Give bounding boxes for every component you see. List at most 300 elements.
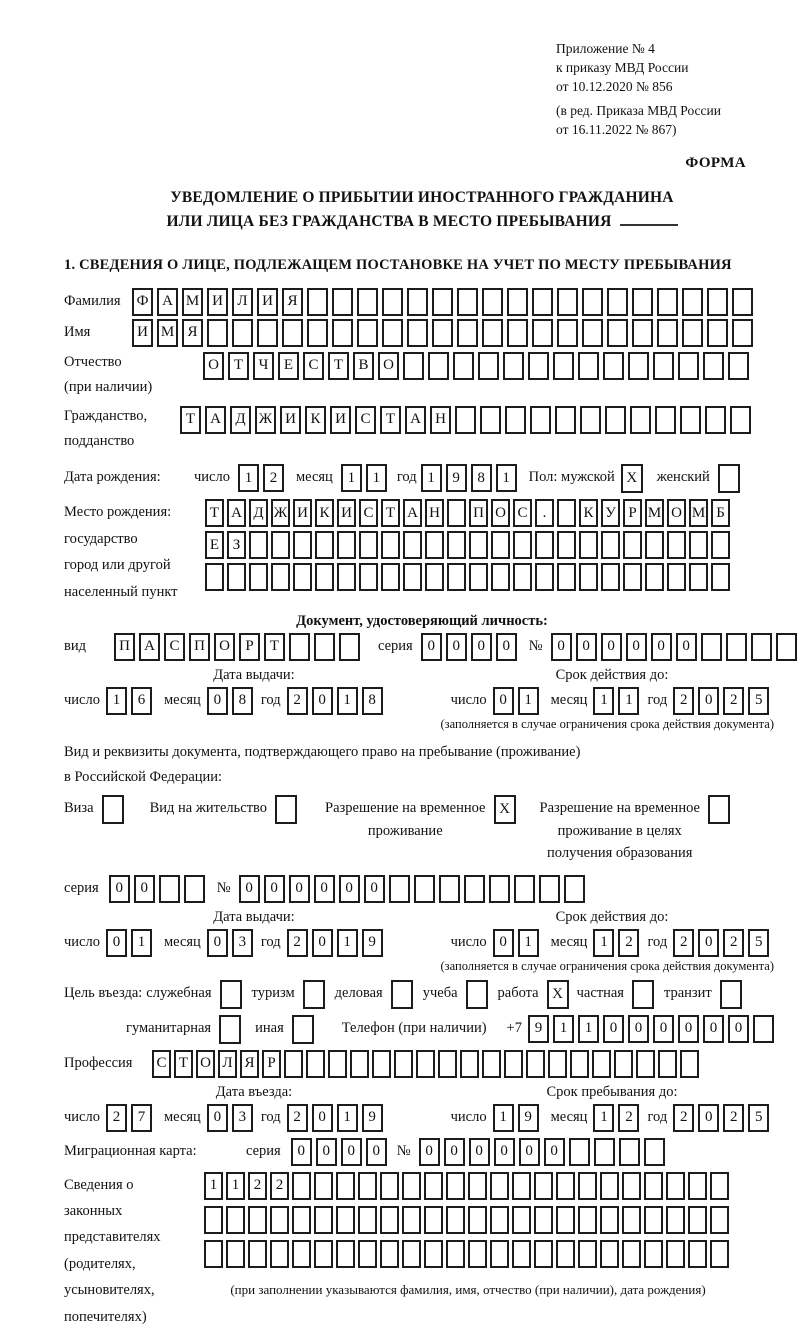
identity-valid-date: число 0 1 месяц 1 1 год 2 0 2 5 — [451, 687, 774, 715]
char-box — [776, 633, 797, 661]
entry-dates-row — [64, 1104, 780, 1132]
patronymic-label: Отчество (при наличии) — [64, 353, 153, 396]
sex-female-label: женский — [656, 469, 710, 486]
char-box — [548, 1050, 567, 1078]
char-box — [582, 319, 603, 347]
char-box: Д — [230, 406, 251, 434]
char-box: 0 — [207, 687, 228, 715]
char-box — [600, 1206, 619, 1234]
char-box — [359, 563, 378, 591]
char-box: 2 — [618, 929, 639, 957]
char-box — [507, 288, 528, 316]
char-box: С — [303, 352, 324, 380]
purpose-private: частная — [577, 980, 658, 1009]
char-box: 6 — [131, 687, 152, 715]
char-box — [505, 406, 526, 434]
residence-valid-date: число 0 1 месяц 1 2 год 2 0 2 5 — [451, 929, 774, 957]
surname-label: Фамилия — [64, 292, 121, 309]
char-box: 3 — [232, 1104, 253, 1132]
char-box — [666, 1206, 685, 1234]
char-box — [332, 288, 353, 316]
char-box: 5 — [748, 1104, 769, 1132]
char-box — [666, 1240, 685, 1268]
char-box: 7 — [131, 1104, 152, 1132]
char-box: 1 — [493, 1104, 514, 1132]
char-box — [707, 319, 728, 347]
birth-day-boxes — [238, 464, 288, 492]
char-box: 9 — [362, 929, 383, 957]
birth-date-label: Дата рождения: — [64, 469, 161, 486]
char-box: 8 — [362, 687, 383, 715]
char-box — [512, 1172, 531, 1200]
char-box — [453, 352, 474, 380]
char-box — [403, 531, 422, 559]
char-box: 0 — [576, 633, 597, 661]
char-box: З — [227, 531, 246, 559]
legal-reps-block — [64, 1172, 780, 1330]
char-box — [257, 319, 278, 347]
option-temp-residence: Разрешение на временное проживание X — [325, 795, 519, 842]
char-box — [705, 406, 726, 434]
char-box: А — [403, 499, 422, 527]
char-box — [357, 288, 378, 316]
char-box: 0 — [496, 633, 517, 661]
char-box: 0 — [364, 875, 385, 903]
char-box — [614, 1050, 633, 1078]
residence-series-row — [64, 875, 780, 903]
char-box — [707, 288, 728, 316]
char-box: 1 — [238, 464, 259, 492]
char-box — [446, 1206, 465, 1234]
char-box: И — [207, 288, 228, 316]
char-box — [447, 563, 466, 591]
char-box — [455, 406, 476, 434]
residence-valid-header: Срок действия до: — [555, 908, 669, 925]
char-box: 0 — [603, 1015, 624, 1043]
char-box: 0 — [264, 875, 285, 903]
char-box — [682, 288, 703, 316]
char-box — [594, 1138, 615, 1166]
char-box — [314, 1172, 333, 1200]
char-box — [644, 1240, 663, 1268]
char-box: 5 — [748, 687, 769, 715]
char-box — [414, 875, 435, 903]
year-label: год — [396, 469, 417, 486]
char-box: 9 — [528, 1015, 549, 1043]
migration-card-row — [64, 1138, 780, 1166]
char-box: 0 — [289, 875, 310, 903]
char-box — [382, 288, 403, 316]
char-box: 2 — [263, 464, 284, 492]
char-box — [689, 563, 708, 591]
series-label: серия — [378, 637, 413, 654]
char-box — [490, 1206, 509, 1234]
char-box: 0 — [446, 633, 467, 661]
char-box: 1 — [518, 687, 539, 715]
char-box: К — [315, 499, 334, 527]
legal-reps-labels: Сведения о законных представителях (родителях, усыновителях, попечителях) — [64, 1176, 161, 1325]
char-box: Л — [218, 1050, 237, 1078]
identity-date-headers — [64, 667, 780, 684]
char-box: 1 — [204, 1172, 223, 1200]
birth-place-row1 — [205, 499, 733, 527]
char-box: 0 — [207, 1104, 228, 1132]
char-box: 1 — [337, 687, 358, 715]
char-box: 0 — [493, 929, 514, 957]
patronymic-row — [64, 350, 780, 401]
char-box: 2 — [673, 687, 694, 715]
char-box — [226, 1206, 245, 1234]
char-box: Т — [174, 1050, 193, 1078]
char-box — [292, 1206, 311, 1234]
citizenship-row — [64, 404, 780, 455]
char-box: С — [359, 499, 378, 527]
residence-issue-header: Дата выдачи: — [213, 908, 295, 925]
char-box: М — [645, 499, 664, 527]
char-box — [446, 1172, 465, 1200]
char-box — [601, 563, 620, 591]
sex-male-label: Пол: мужской — [528, 469, 615, 486]
citizenship-label: Гражданство, подданство — [64, 407, 148, 450]
char-box: 0 — [312, 929, 333, 957]
char-box — [600, 1240, 619, 1268]
char-box: 0 — [493, 687, 514, 715]
char-box — [428, 352, 449, 380]
char-box — [578, 1172, 597, 1200]
purpose-study: учеба — [423, 980, 492, 1009]
char-box — [532, 319, 553, 347]
char-box: Ф — [132, 288, 153, 316]
char-box — [336, 1240, 355, 1268]
migration-number-label: № — [396, 1142, 411, 1159]
migration-number-boxes — [419, 1138, 669, 1166]
char-box — [578, 1240, 597, 1268]
char-box — [688, 1206, 707, 1234]
char-box — [402, 1240, 421, 1268]
char-box — [534, 1206, 553, 1234]
char-box: М — [157, 319, 178, 347]
char-box — [513, 531, 532, 559]
char-box — [607, 319, 628, 347]
char-box — [667, 531, 686, 559]
char-box: Я — [182, 319, 203, 347]
residence-date-headers — [64, 909, 780, 926]
char-box: 2 — [673, 1104, 694, 1132]
char-box — [249, 563, 268, 591]
char-box — [248, 1240, 267, 1268]
residence-note: (заполняется в случае ограничения срока действия документа) — [440, 958, 774, 973]
char-box — [389, 875, 410, 903]
purpose-transit: транзит — [664, 980, 746, 1009]
char-box: П — [189, 633, 210, 661]
char-box: Д — [249, 499, 268, 527]
char-box — [205, 563, 224, 591]
series-boxes — [421, 633, 521, 661]
char-box: И — [337, 499, 356, 527]
char-box: Т — [205, 499, 224, 527]
char-box — [227, 563, 246, 591]
char-box: 0 — [551, 633, 572, 661]
char-box — [680, 1050, 699, 1078]
kind-label: вид — [64, 637, 86, 654]
char-box: X — [494, 795, 516, 824]
char-box: 2 — [270, 1172, 289, 1200]
identity-doc-heading: Документ, удостоверяющий личность: — [296, 612, 548, 629]
char-box — [622, 1172, 641, 1200]
char-box — [534, 1240, 553, 1268]
surname-row — [64, 288, 780, 316]
char-box — [438, 1050, 457, 1078]
annex-block — [556, 40, 780, 139]
residence-number-label: № — [216, 879, 231, 896]
char-box — [556, 1172, 575, 1200]
char-box — [306, 1050, 325, 1078]
char-box — [424, 1240, 443, 1268]
char-box — [688, 1172, 707, 1200]
char-box: 0 — [312, 687, 333, 715]
char-box: 1 — [553, 1015, 574, 1043]
char-box: 0 — [651, 633, 672, 661]
char-box — [380, 1206, 399, 1234]
char-box: . — [535, 499, 554, 527]
issue-date-header: Дата выдачи: — [213, 666, 295, 683]
char-box — [636, 1050, 655, 1078]
char-box — [460, 1050, 479, 1078]
char-box: 0 — [494, 1138, 515, 1166]
purpose-humanitarian: гуманитарная — [126, 1015, 245, 1044]
char-box: Б — [711, 499, 730, 527]
char-box — [601, 531, 620, 559]
char-box — [275, 795, 297, 824]
char-box: X — [621, 464, 643, 493]
char-box: А — [157, 288, 178, 316]
char-box: Т — [328, 352, 349, 380]
char-box — [207, 319, 228, 347]
char-box — [555, 406, 576, 434]
purpose-row2 — [64, 1015, 780, 1044]
char-box — [358, 1172, 377, 1200]
char-box — [425, 563, 444, 591]
char-box: 2 — [618, 1104, 639, 1132]
char-box — [432, 319, 453, 347]
char-box — [753, 1015, 774, 1043]
stay-until-date: число 1 9 месяц 1 2 год 2 0 2 5 — [451, 1104, 774, 1132]
char-box — [708, 795, 730, 824]
char-box — [630, 406, 651, 434]
char-box: 1 — [593, 687, 614, 715]
char-box — [307, 319, 328, 347]
migration-series-boxes — [291, 1138, 391, 1166]
char-box: Р — [239, 633, 260, 661]
char-box — [732, 319, 753, 347]
char-box — [307, 288, 328, 316]
option-temp-residence-education: Разрешение на временное проживание в целях получения образования — [540, 795, 734, 864]
char-box: К — [305, 406, 326, 434]
char-box — [337, 531, 356, 559]
purpose-other: иная — [255, 1015, 318, 1044]
char-box: 0 — [291, 1138, 312, 1166]
char-box — [469, 531, 488, 559]
char-box — [703, 352, 724, 380]
char-box — [293, 563, 312, 591]
purpose-work: работа X — [498, 980, 573, 1009]
char-box — [535, 531, 554, 559]
char-box: 1 — [341, 464, 362, 492]
char-box: Я — [240, 1050, 259, 1078]
char-box — [407, 319, 428, 347]
char-box — [579, 563, 598, 591]
char-box: 0 — [207, 929, 228, 957]
char-box: Е — [205, 531, 224, 559]
legal-reps-row3 — [204, 1240, 732, 1268]
char-box: 9 — [518, 1104, 539, 1132]
char-box: П — [469, 499, 488, 527]
char-box: 0 — [444, 1138, 465, 1166]
char-box: 0 — [676, 633, 697, 661]
char-box: 1 — [131, 929, 152, 957]
patronymic-boxes — [203, 352, 753, 380]
char-box — [710, 1172, 729, 1200]
char-box: 1 — [337, 929, 358, 957]
char-box: 2 — [287, 929, 308, 957]
char-box: 2 — [723, 687, 744, 715]
char-box — [380, 1172, 399, 1200]
char-box — [667, 563, 686, 591]
identity-note: (заполняется в случае ограничения срока действия документа) — [440, 716, 774, 731]
char-box: 0 — [469, 1138, 490, 1166]
char-box — [657, 288, 678, 316]
char-box: 0 — [544, 1138, 565, 1166]
char-box: 2 — [106, 1104, 127, 1132]
char-box — [480, 406, 501, 434]
entry-date: число 2 7 месяц 0 3 год 2 0 1 9 — [64, 1104, 387, 1132]
char-box — [644, 1172, 663, 1200]
char-box — [557, 563, 576, 591]
char-box: И — [330, 406, 351, 434]
forma-label: ФОРМА — [685, 155, 746, 172]
char-box — [645, 563, 664, 591]
char-box — [292, 1172, 311, 1200]
purpose-business: деловая — [335, 980, 417, 1009]
char-box: 0 — [728, 1015, 749, 1043]
birth-place-row2 — [205, 531, 733, 559]
char-box: 0 — [678, 1015, 699, 1043]
char-box — [556, 1206, 575, 1234]
profession-boxes — [152, 1050, 702, 1078]
char-box — [711, 531, 730, 559]
char-box: 1 — [366, 464, 387, 492]
char-box: 0 — [519, 1138, 540, 1166]
residence-dates-row — [64, 929, 780, 957]
char-box — [726, 633, 747, 661]
char-box: 0 — [341, 1138, 362, 1166]
char-box — [730, 406, 751, 434]
form-title-line1: УВЕДОМЛЕНИЕ О ПРИБЫТИИ ИНОСТРАННОГО ГРАЖДАНИНА — [170, 189, 674, 207]
char-box — [490, 1172, 509, 1200]
citizenship-boxes — [180, 406, 755, 434]
char-box — [718, 464, 740, 493]
char-box — [526, 1050, 545, 1078]
char-box — [358, 1206, 377, 1234]
char-box — [249, 531, 268, 559]
char-box — [332, 319, 353, 347]
char-box: И — [257, 288, 278, 316]
char-box — [605, 406, 626, 434]
char-box: 1 — [496, 464, 517, 492]
char-box — [407, 288, 428, 316]
char-box: 1 — [578, 1015, 599, 1043]
identity-dates-row — [64, 687, 780, 715]
char-box: А — [205, 406, 226, 434]
char-box — [564, 875, 585, 903]
char-box — [381, 563, 400, 591]
char-box — [603, 352, 624, 380]
char-box: 0 — [239, 875, 260, 903]
title-blank-line — [620, 210, 678, 226]
entry-date-header: Дата въезда: — [215, 1083, 293, 1100]
char-box — [680, 406, 701, 434]
char-box: 2 — [287, 687, 308, 715]
legal-reps-note: (при заполнении указываются фамилия, имя, отчество (при наличии), дата рождения) — [230, 1281, 706, 1297]
char-box — [623, 563, 642, 591]
birth-place-block — [64, 499, 780, 605]
char-box — [504, 1050, 523, 1078]
char-box — [466, 980, 488, 1009]
char-box — [271, 563, 290, 591]
char-box: 0 — [419, 1138, 440, 1166]
annex-line: от 10.12.2020 № 856 — [556, 78, 673, 94]
char-box: И — [280, 406, 301, 434]
char-box: 0 — [339, 875, 360, 903]
char-box — [314, 1240, 333, 1268]
char-box: 0 — [312, 1104, 333, 1132]
char-box: С — [152, 1050, 171, 1078]
char-box — [582, 288, 603, 316]
char-box: 2 — [287, 1104, 308, 1132]
char-box — [424, 1206, 443, 1234]
surname-boxes — [132, 288, 757, 316]
char-box — [513, 563, 532, 591]
char-box: Т — [264, 633, 285, 661]
char-box: 1 — [518, 929, 539, 957]
char-box: 2 — [248, 1172, 267, 1200]
char-box — [644, 1206, 663, 1234]
char-box — [728, 352, 749, 380]
purpose-tourism: туризм — [252, 980, 329, 1009]
char-box: Н — [425, 499, 444, 527]
char-box — [350, 1050, 369, 1078]
char-box: 1 — [421, 464, 442, 492]
char-box — [447, 499, 466, 527]
char-box — [579, 531, 598, 559]
char-box — [655, 406, 676, 434]
char-box: И — [132, 319, 153, 347]
purpose-label: Цель въезда: — [64, 984, 143, 1001]
char-box: 0 — [653, 1015, 674, 1043]
migration-series-label: серия — [246, 1142, 281, 1159]
residence-options-row — [64, 795, 780, 864]
stay-until-header: Срок пребывания до: — [546, 1083, 678, 1100]
char-box: 1 — [337, 1104, 358, 1132]
char-box — [102, 795, 124, 824]
char-box: 0 — [628, 1015, 649, 1043]
char-box: О — [196, 1050, 215, 1078]
char-box — [270, 1206, 289, 1234]
char-box — [570, 1050, 589, 1078]
char-box — [632, 980, 654, 1009]
char-box: 1 — [226, 1172, 245, 1200]
char-box — [358, 1240, 377, 1268]
